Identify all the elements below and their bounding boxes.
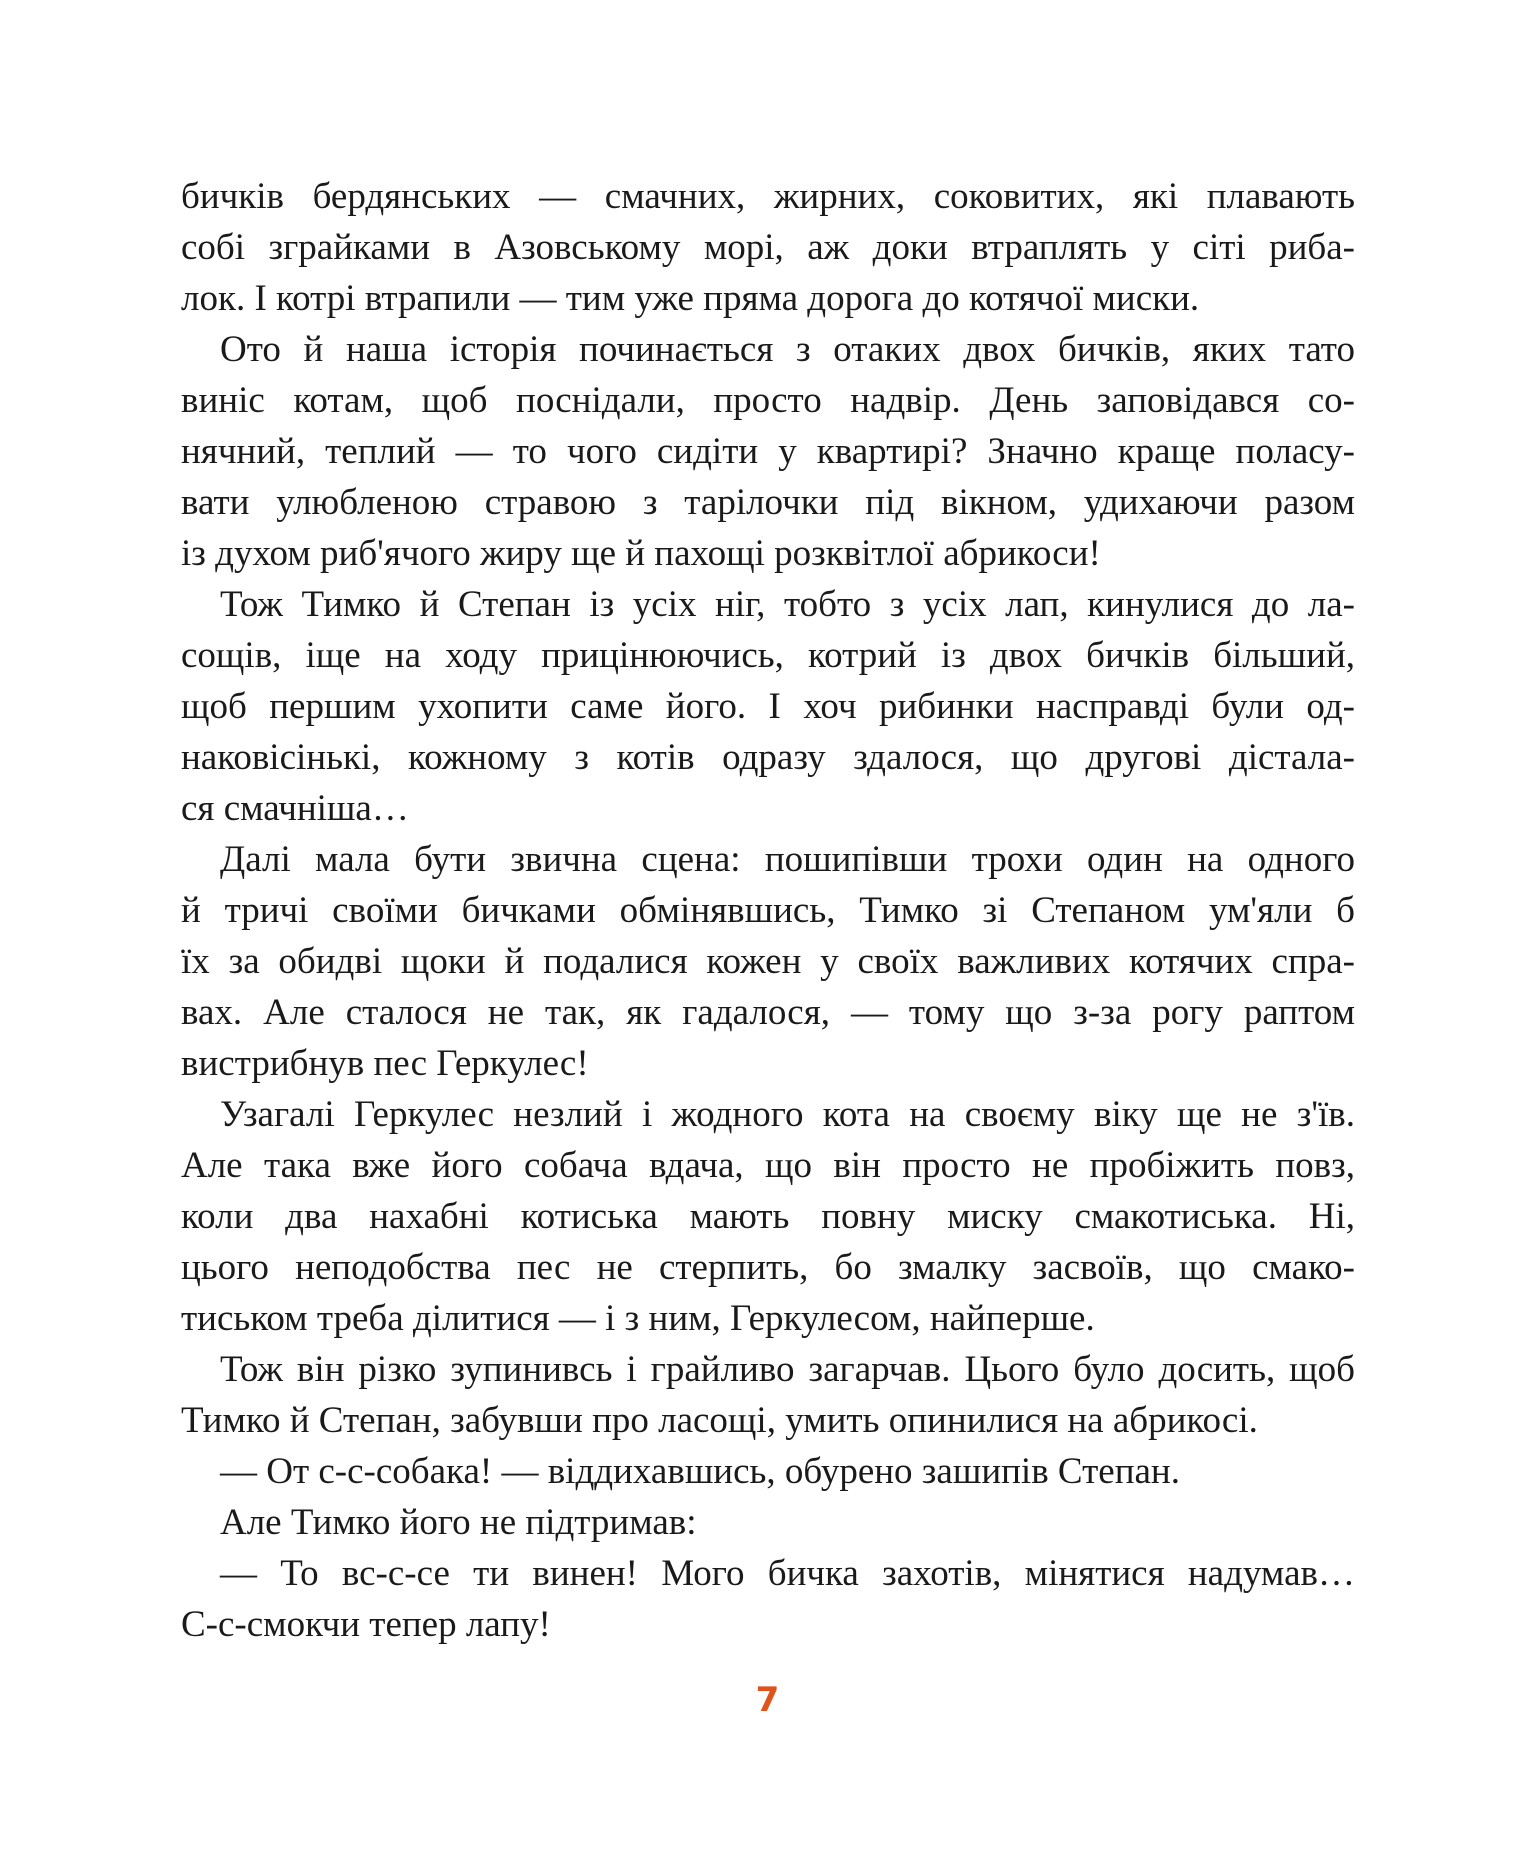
page-number: 7 (755, 1680, 780, 1720)
text-line: Узагалі Геркулес незлий і жодного кота на своєму віку ще не з'їв. (220, 1094, 1355, 1135)
text-line: Далі мала бути звична сцена: пошипівши трохи один на одного (220, 839, 1355, 880)
paragraph-8 (181, 1497, 1355, 1548)
text-line: Тож Тимко й Степан із усіх ніг, тобто з усіх лап, кинулися до ла- (220, 584, 1355, 625)
text-line: наковісінькі, кожному з котів одразу здалося, що другові дістала- (181, 737, 1355, 778)
text-line: лок. І котрі втрапили — тим уже пряма дорога до котячої миски. (181, 278, 1200, 319)
text-line: Тож він різко зупинивсь і грайливо загарчав. Цього було досить, щоб (220, 1349, 1355, 1390)
text-line: із духом риб'ячого жиру ще й пахощі розквітлої абрикоси! (181, 533, 1101, 574)
paragraph-9 (181, 1548, 1355, 1650)
body-text (181, 171, 1355, 1650)
text-line: тиськом треба ділитися — і з ним, Геркулесом, найперше. (181, 1298, 1095, 1339)
text-line: бичків бердянських — смачних, жирних, соковитих, які плавають (181, 176, 1355, 217)
text-line: виніс котам, щоб поснідали, просто надвір. День заповідався со- (181, 380, 1355, 421)
paragraph-6 (181, 1344, 1355, 1446)
text-line: С-с-смокчи тепер лапу! (181, 1604, 551, 1645)
paragraph-2 (181, 324, 1355, 579)
text-line: вати улюбленою стравою з тарілочки під вікном, удихаючи разом (181, 482, 1355, 523)
text-line: собі зграйками в Азовському морі, аж доки втраплять у сіті риба- (181, 227, 1355, 268)
paragraph-3 (181, 579, 1355, 834)
text-line: їх за обидві щоки й подалися кожен у своїх важливих котячих спра- (181, 941, 1355, 982)
paragraph-1 (181, 171, 1355, 324)
text-line: вах. Але сталося не так, як гадалося, — тому що з-за рогу раптом (181, 992, 1355, 1033)
text-line: — То вс-с-се ти винен! Мого бичка захотів, мінятися надумав… (220, 1553, 1355, 1594)
text-line: Ото й наша історія починається з отаких двох бичків, яких тато (220, 329, 1355, 370)
paragraph-4 (181, 834, 1355, 1089)
text-line: нячний, теплий — то чого сидіти у квартирі? Значно краще поласу- (181, 431, 1355, 472)
text-line: ся смачніша… (181, 788, 409, 829)
text-line: цього неподобства пес не стерпить, бо змалку засвоїв, що смако- (181, 1247, 1355, 1288)
text-line: Але така вже його собача вдача, що він просто не пробіжить повз, (181, 1145, 1355, 1186)
text-line: вистрибнув пес Геркулес! (181, 1043, 589, 1084)
text-line: Тимко й Степан, забувши про ласощі, умить опинилися на абрикосі. (181, 1400, 1258, 1441)
text-line: Але Тимко його не підтримав: (220, 1502, 697, 1543)
paragraph-7 (181, 1446, 1355, 1497)
text-line: й тричі своїми бичками обмінявшись, Тимко зі Степаном ум'яли б (181, 890, 1355, 931)
paragraph-5 (181, 1089, 1355, 1344)
text-line: — От с-с-собака! — віддихавшись, обурено зашипів Степан. (220, 1451, 1180, 1492)
text-line: коли два нахабні котиська мають повну миску смакотиська. Ні, (181, 1196, 1355, 1237)
text-line: сощів, іще на ходу прицінюючись, котрий із двох бичків більший, (181, 635, 1355, 676)
text-line: щоб першим ухопити саме його. І хоч рибинки насправді були од- (181, 686, 1355, 727)
